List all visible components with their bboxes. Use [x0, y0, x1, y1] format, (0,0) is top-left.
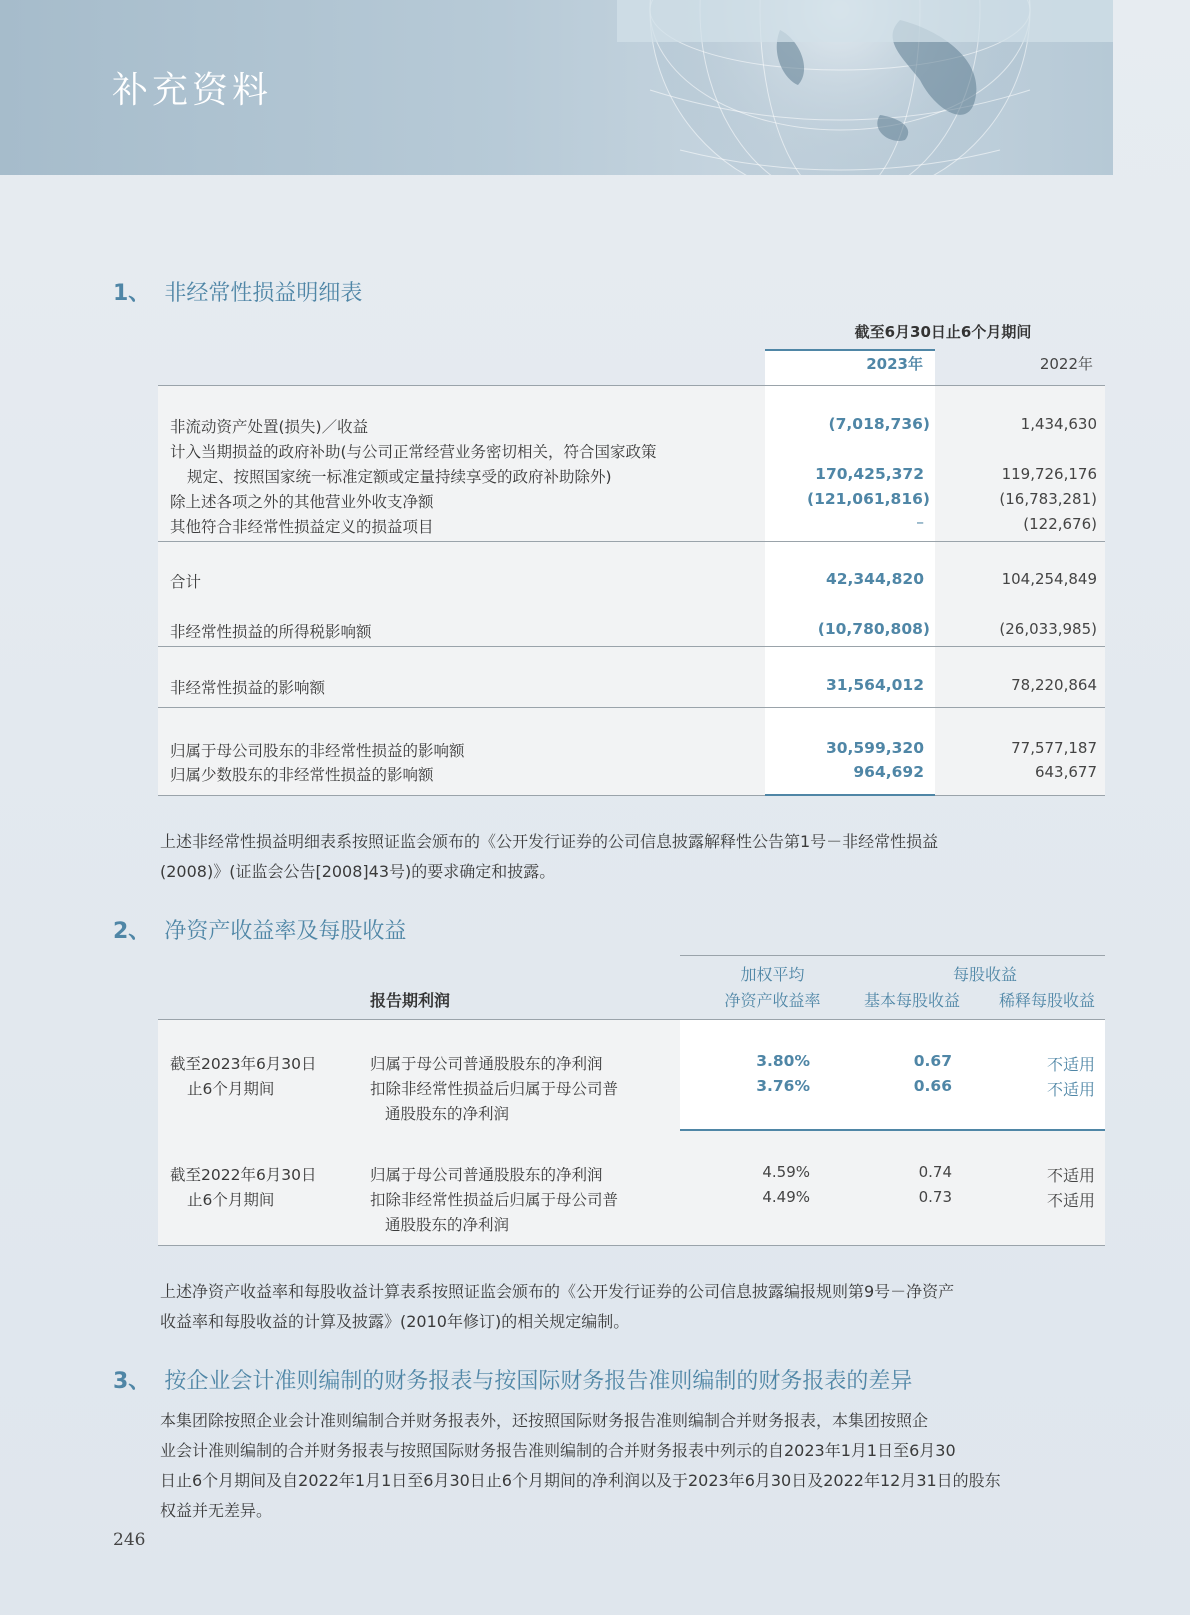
table2-diluted-eps-value: 不适用 [1046, 1080, 1095, 1099]
table1-row-label: 合计 [170, 573, 202, 591]
table2-roe-value: 3.76% [756, 1077, 810, 1095]
section1-title: 非经常性损益明细表 [164, 281, 363, 306]
section3-title: 按企业会计准则编制的财务报表与按国际财务报告准则编制的财务报表的差异 [164, 1369, 913, 1394]
table1-row-value-2022: 78,220,864 [1011, 676, 1097, 694]
table1-row-value-2023: 31,564,012 [825, 676, 924, 694]
table2-period-label: 截至2022年6月30日 [170, 1166, 317, 1184]
table1-row-value-2022: (26,033,985) [999, 620, 1097, 638]
table2-header-profit: 报告期利润 [370, 991, 451, 1010]
section2-note-line: 上述净资产收益率和每股收益计算表系按照证监会颁布的《公开发行证券的公司信息披露编报规则第9号－净资产 [160, 1282, 955, 1301]
table2-header-basic-eps: 基本每股收益 [863, 991, 960, 1010]
table1-row-value-2023: (7,018,736) [828, 415, 930, 433]
table1-rule-3 [158, 707, 1105, 708]
table1-row-value-2022: 643,677 [1034, 763, 1097, 781]
table1-row-label: 归属于母公司股东的非经常性损益的影响额 [170, 742, 465, 760]
table2-row-label: 归属于母公司普通股股东的净利润 [370, 1166, 603, 1184]
section3-paragraph-line: 日止6个月期间及自2022年1月1日至6月30日止6个月期间的净利润以及于2023年6月30日及2022年12月31日的股东 [160, 1471, 1001, 1490]
table1-row-value-2023: 170,425,372 [815, 465, 924, 483]
table2-bottom-rule [158, 1245, 1105, 1246]
table2-row-label: 扣除非经常性损益后归属于母公司普 [370, 1080, 619, 1098]
table1-row-label: 其他符合非经常性损益定义的损益项目 [170, 518, 434, 536]
table2-header-diluted-eps: 稀释每股收益 [998, 991, 1095, 1010]
section3-paragraph-line: 本集团除按照企业会计准则编制合并财务报表外，还按照国际财务报告准则编制合并财务报表，本集团按照企 [160, 1411, 929, 1430]
table2-top-rule [680, 955, 1105, 956]
table2-header-eps-group: 每股收益 [952, 965, 1017, 984]
table1-row-value-2022: (122,676) [1023, 515, 1097, 533]
table1-row-value-2022: (16,783,281) [999, 490, 1097, 508]
section1-heading [113, 276, 362, 307]
table1-row-value-2022: 119,726,176 [1001, 465, 1097, 483]
table1-bottom-rule [158, 795, 1105, 796]
section2-note-line: 收益率和每股收益的计算及披露》(2010年修订)的相关规定编制。 [160, 1312, 630, 1331]
table1-year-2023: 2023年 [866, 355, 923, 373]
table2-header-roe-line2: 净资产收益率 [724, 991, 821, 1010]
table1-current-year-topline [765, 349, 935, 351]
table2-basic-eps-value: 0.66 [913, 1077, 952, 1095]
table1-row-label-cont: 规定、按照国家统一标准定额或定量持续享受的政府补助除外) [187, 468, 612, 486]
section3-paragraph-line: 权益并无差异。 [160, 1501, 273, 1520]
table2-period-label-cont: 止6个月期间 [187, 1191, 275, 1209]
table2-diluted-eps-value: 不适用 [1046, 1166, 1095, 1185]
table2-header-roe-line1: 加权平均 [740, 965, 805, 984]
section3-heading [113, 1364, 912, 1395]
table1-row-value-2023: 30,599,320 [825, 739, 924, 757]
table2-row-label: 扣除非经常性损益后归属于母公司普 [370, 1191, 619, 1209]
table2-roe-value: 4.59% [762, 1163, 810, 1181]
table2-basic-eps-value: 0.73 [918, 1188, 952, 1206]
table1-row-label: 归属少数股东的非经常性损益的影响额 [170, 766, 434, 784]
page-title: 补充资料 [112, 70, 273, 111]
table1-row-label: 非流动资产处置(损失)／收益 [170, 418, 369, 436]
section2-number: 2、 [113, 919, 151, 944]
section2-heading [113, 914, 406, 945]
table1-row-label: 除上述各项之外的其他营业外收支净额 [170, 493, 434, 511]
table2-roe-value: 3.80% [756, 1052, 810, 1070]
table1-period-header: 截至6月30日止6个月期间 [854, 323, 1032, 341]
table2-basic-eps-value: 0.74 [918, 1163, 952, 1181]
table2-current-period-rule [680, 1129, 1105, 1131]
table2-period-label: 截至2023年6月30日 [170, 1055, 317, 1073]
table1-row-value-2023: (121,061,816) [806, 490, 930, 508]
table1-row-value-2022: 77,577,187 [1011, 739, 1097, 757]
table1-current-year-bottomline [765, 794, 935, 796]
table1-header-rule [158, 385, 1105, 386]
table2-diluted-eps-value: 不适用 [1046, 1055, 1095, 1074]
table2-row-label-cont: 通股股东的净利润 [385, 1216, 510, 1234]
section1-note [160, 827, 1105, 887]
table2-basic-eps-value: 0.67 [913, 1052, 952, 1070]
table2-roe-value: 4.49% [762, 1188, 810, 1206]
table1-year-2022: 2022年 [1039, 355, 1093, 373]
table1-row-value-2023: – [916, 513, 924, 531]
table1-current-year-column [765, 386, 935, 795]
section2-note [160, 1277, 1105, 1337]
table2-diluted-eps-value: 不适用 [1046, 1191, 1095, 1210]
table1-row-label: 计入当期损益的政府补助(与公司正常经营业务密切相关，符合国家政策 [170, 443, 657, 461]
section1-note-line: 上述非经常性损益明细表系按照证监会颁布的《公开发行证券的公司信息披露解释性公告第1号－非经常性损益 [160, 832, 939, 851]
table2-row-label: 归属于母公司普通股股东的净利润 [370, 1055, 603, 1073]
section3-paragraph-line: 业会计准则编制的合并财务报表与按照国际财务报告准则编制的合并财务报表中列示的自2023年1月1日至6月30 [160, 1441, 956, 1460]
section3-number: 3、 [113, 1369, 151, 1394]
table1-rule-1 [158, 541, 1105, 542]
table1-row-label: 非经常性损益的影响额 [170, 679, 326, 697]
table2-row-label-cont: 通股股东的净利润 [385, 1105, 510, 1123]
table1-rule-2 [158, 646, 1105, 647]
table1-row-label: 非经常性损益的所得税影响额 [170, 623, 372, 641]
section3-paragraph [160, 1406, 1105, 1526]
table1-row-value-2023: (10,780,808) [817, 620, 930, 638]
section1-number: 1、 [113, 281, 151, 306]
table1-row-value-2023: 964,692 [853, 763, 924, 781]
page-number: 246 [113, 1530, 146, 1550]
section1-note-line: (2008)》(证监会公告[2008]43号)的要求确定和披露。 [160, 862, 556, 881]
section2-title: 净资产收益率及每股收益 [164, 919, 407, 944]
banner-strip [617, 0, 1113, 42]
table1-row-value-2023: 42,344,820 [825, 570, 924, 588]
table2-period-label-cont: 止6个月期间 [187, 1080, 275, 1098]
table2-current-period-block [680, 1020, 1105, 1130]
table1-row-value-2022: 1,434,630 [1020, 415, 1097, 433]
table1-row-value-2022: 104,254,849 [1001, 570, 1097, 588]
